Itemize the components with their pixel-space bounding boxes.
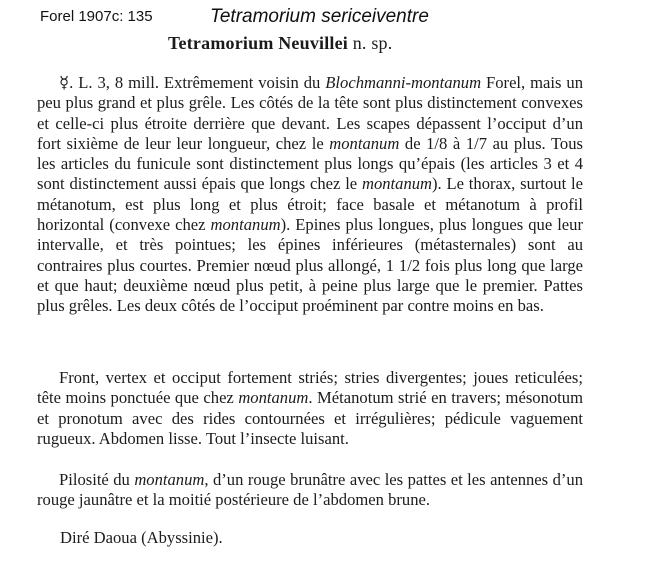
text-run: Pilosité du xyxy=(59,470,135,489)
type-locality: Diré Daoua (Abyssinie). xyxy=(60,528,223,547)
taxon-italic: Blochmanni-montanum xyxy=(325,73,482,92)
text-run: de 1/8 à 1/7 au plus. Tous les articles du funicule sont distinctement plus longs qu’épais (les articles 3 et 4 sont distinctement aussi épais que longs chez le xyxy=(37,133,583,194)
text-run: Front, vertex et occiput fortement striés; stries divergentes; joues reticulées; tête moins ponctuée que chez xyxy=(37,368,583,408)
taxon-italic: montanum xyxy=(210,215,281,235)
species-title: Tetramorium sericeiventre xyxy=(210,6,429,27)
text-run: ). Le thorax, surtout le métanotum, est plus long et plus étroit; face basale et métanotum à profil horizontal (convexe chez xyxy=(37,174,583,235)
citation-label: Forel 1907c: 135 xyxy=(40,8,153,25)
text-run: ). Epines plus longues, plus longues que leur intervalle, et très pointues; les épines inférieures (métasternales) sont au contraires plus courtes. Premier nœud plus allongé, 1 1/2 fois plus long que large et que haut; deuxième nœud plus petit, à peine plus large que le premier. Pattes plus grêles. Les deux côtés de l’occiput proéminent par contre moins en bas. xyxy=(37,215,583,316)
taxon-italic: montanum xyxy=(134,470,205,489)
taxon-italic: montanum xyxy=(329,133,400,153)
taxon-name: Tetramorium Neuvillei xyxy=(168,33,349,53)
taxon-status: n. sp. xyxy=(352,33,393,53)
description-paragraph-1 xyxy=(37,73,583,317)
text-run: , d’un rouge brunâtre avec les pattes et les antennes d’un rouge jaunâtre et la moitié postérieure de l’abdomen brune. xyxy=(37,470,583,510)
taxon-heading xyxy=(168,33,392,54)
text-run: ☿. L. 3, 8 mill. Extrêmement voisin du xyxy=(59,73,326,92)
taxon-italic: montanum xyxy=(361,174,433,194)
taxon-italic: montanum xyxy=(238,388,309,408)
text-run: Forel, mais un peu plus grand et plus grêle. Les côtés de la tête sont plus distinctement convexes et celle-ci plus étroite derrière que devant. Les scapes dépassent l’occiput d’un fort sixième de leur leur longueur, chez le xyxy=(37,73,583,153)
description-paragraph-2 xyxy=(37,368,583,449)
description-paragraph-3 xyxy=(37,470,583,511)
text-run: . Métanotum strié en travers; mésonotum et pronotum avec des rides contournées et irrégulières; pédicule vaguement rugueux. Abdomen lisse. Tout l’insecte luisant. xyxy=(37,388,583,448)
